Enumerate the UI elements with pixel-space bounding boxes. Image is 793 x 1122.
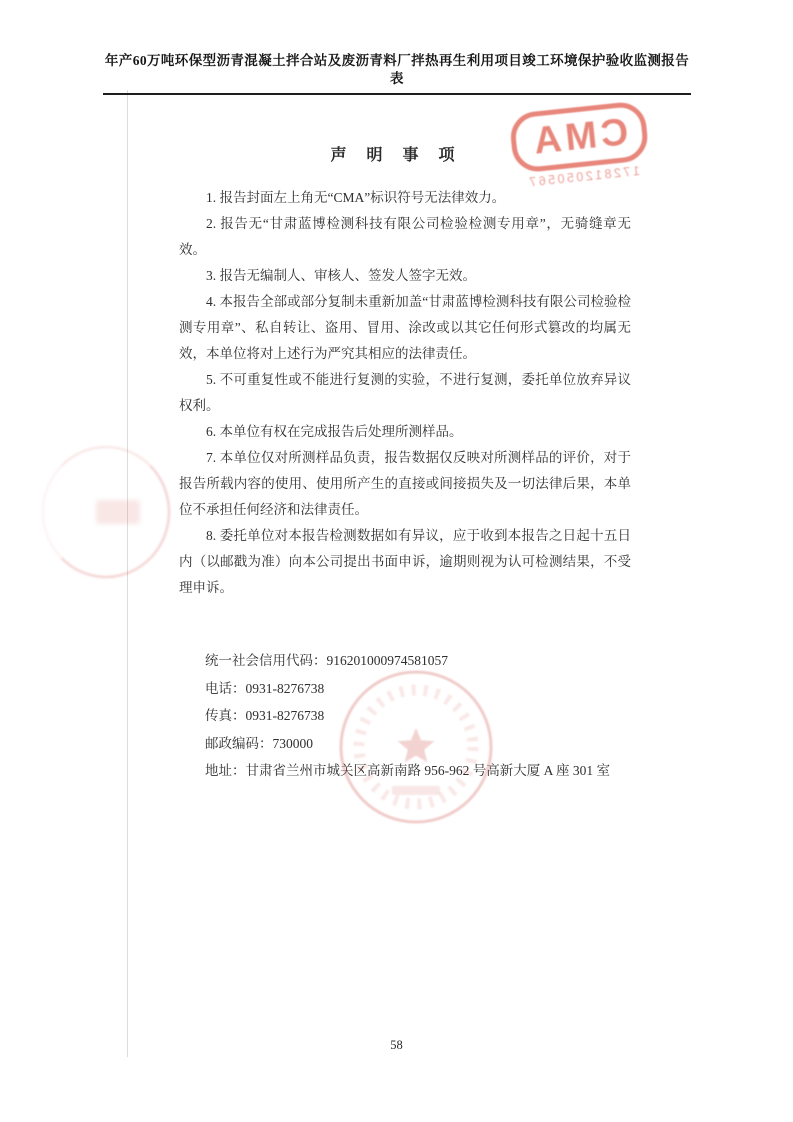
- statement-item: 5. 不可重复性或不能进行复测的实验，不进行复测，委托单位放弃异议权利。: [179, 372, 631, 413]
- seal-ink-mark: [96, 500, 140, 524]
- statement-item: 7. 本单位仅对所测样品负责，报告数据仅反映对所测样品的评价，对于报告所载内容的使用、使用所产生的直接或间接损失及一切法律后果，本单位不承担任何经济和法律责任。: [179, 450, 631, 517]
- phone-value: 0931-8276738: [245, 680, 325, 696]
- cma-stamp: [508, 100, 651, 191]
- statement-title: 声 明 事 项: [330, 147, 463, 164]
- company-seal-stamp: [337, 666, 495, 828]
- seal-star-icon: [398, 728, 435, 763]
- postcode-value: 730000: [272, 735, 313, 751]
- cma-certificate-number: 172812050567: [526, 163, 641, 190]
- statement-item: 8. 委托单位对本报告检测数据如有异议，应于收到本报告之日起十五日内（以邮戳为准）向本公司提出书面申诉，逾期则视为认可检测结果，不受理申诉。: [179, 528, 631, 595]
- page-number: 58: [390, 1038, 403, 1052]
- statement-item: 3. 报告无编制人、审核人、签发人签字无效。: [206, 268, 476, 283]
- statement-item: 2. 报告无“甘肃蓝博检测科技有限公司检验检测专用章”，无骑缝章无效。: [179, 216, 631, 257]
- credit-code-label: 统一社会信用代码：: [205, 653, 327, 668]
- fax-value: 0931-8276738: [245, 708, 325, 723]
- statement-item: 6. 本单位有权在完成报告后处理所测样品。: [206, 424, 463, 439]
- report-header: 年产60万吨环保型沥青混凝土拌合站及废沥青料厂拌热再生利用项目竣工环境保护验收监测报告表: [103, 52, 691, 95]
- credit-code-value: 916201000974581057: [326, 653, 448, 668]
- cma-mark-icon: CMA: [508, 100, 650, 174]
- statement-items: [179, 185, 631, 601]
- fax-label: 传真：: [205, 708, 246, 723]
- partial-seal-stamp: [42, 446, 170, 578]
- round-seal-icon: [337, 666, 495, 828]
- statement-item: 4. 本报告全部或部分复制未重新加盖“甘肃蓝博检测科技有限公司检验检测专用章”、私自转让、盗用、冒用、涂改或以其它任何形式篡改的均属无效，本单位将对上述行为严究其相应的法律责任。: [179, 294, 631, 361]
- address-label: 地址：: [205, 763, 246, 778]
- postcode-label: 邮政编码：: [205, 735, 273, 751]
- address-value: 甘肃省兰州市城关区高新南路 956-962 号高新大厦 A 座 301 室: [245, 763, 610, 778]
- phone-label: 电话：: [205, 680, 246, 696]
- statement-item: 1. 报告封面左上角无“CMA”标识符号无法律效力。: [206, 190, 506, 205]
